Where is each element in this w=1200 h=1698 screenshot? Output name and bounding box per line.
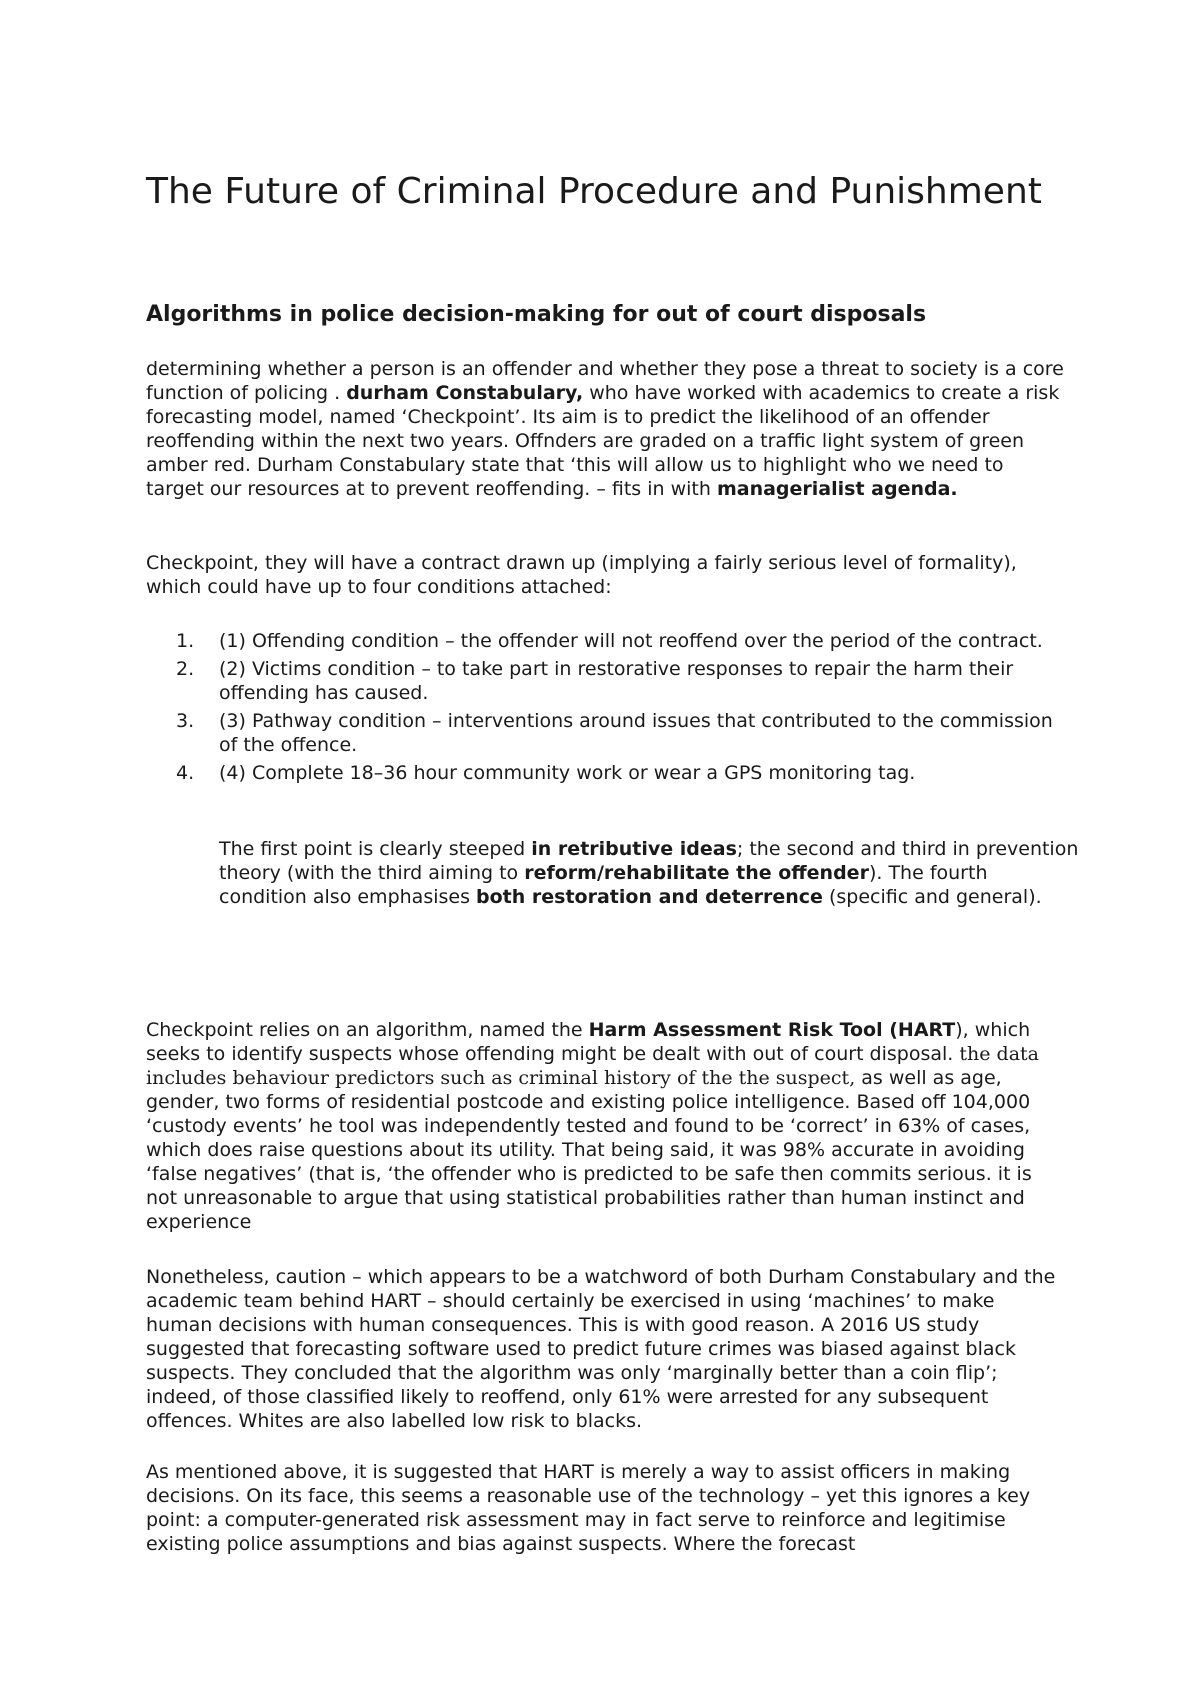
analysis-text-2: ; the second and third in prevention theory (with the third aiming to	[219, 838, 1079, 884]
list-item-text: (1) Offending condition – the offender will not reoffend over the period of the contract.	[219, 630, 1043, 652]
list-item	[146, 761, 1066, 785]
hart-text-1: Checkpoint relies on an algorithm, named the	[146, 1019, 589, 1041]
list-item-text: (4) Complete 18–36 hour community work or wear a GPS monitoring tag.	[219, 762, 916, 784]
paragraph-analysis	[219, 837, 1079, 909]
list-item	[146, 709, 1066, 757]
list-item-number: 4.	[176, 762, 195, 784]
paragraph-hart	[146, 1018, 1066, 1234]
list-item-number: 2.	[176, 658, 195, 680]
analysis-bold-restoration: both restoration and deterrence	[476, 886, 823, 908]
paragraph-intro-bold-managerialist: managerialist agenda.	[716, 478, 958, 500]
list-item-text: (2) Victims condition – to take part in restorative responses to repair the harm their offending has caused.	[219, 658, 1014, 704]
hart-text-2: ), which seeks to identify suspects whose offending might be dealt with out of court disposal.	[146, 1019, 1031, 1065]
list-item	[146, 629, 1066, 653]
analysis-text-1: The first point is clearly steeped	[219, 838, 532, 860]
list-item-number: 3.	[176, 710, 195, 732]
paragraph-intro-text-1: determining whether a person is an offender and whether they pose a threat to society is a core function of policing .	[146, 358, 1064, 404]
paragraph-intro	[146, 357, 1066, 501]
analysis-text-3: ). The fourth condition also emphasises	[219, 862, 988, 908]
paragraph-intro-bold-durham: durham Constabulary,	[346, 382, 584, 404]
list-item	[146, 657, 1066, 705]
hart-bold-name: Harm Assessment Risk Tool (HART	[588, 1019, 956, 1041]
paragraph-intro-text-2: who have worked with academics to create a risk forecasting model, named ‘Checkpoint’. Its aim is to predict the likelihood of an offender reoffending within the next two years. Offnders are graded on a traffic light system of green amber red. Durham Constabulary state that ‘this will allow us to highlight who we need to target our resources at to prevent reoffending. – fits in with	[146, 382, 1060, 500]
conditions-list	[146, 629, 1066, 789]
section-heading: Algorithms in police decision-making for out of court disposals	[146, 302, 927, 327]
paragraph-caution: Nonetheless, caution – which appears to be a watchword of both Durham Constabulary and the academic team behind HART – should certainly be exercised in using ‘machines’ to make human decisions with human consequences. This is with good reason. A 2016 US study suggested that forecasting software used to predict future crimes was biased against black suspects. They concluded that the algorithm was only ‘marginally better than a coin flip’; indeed, of those classified likely to reoffend, only 61% were arrested for any subsequent offences. Whites are also labelled low risk to blacks.	[146, 1266, 1056, 1432]
list-item-text: (3) Pathway condition – interventions around issues that contributed to the commission of the offence.	[219, 710, 1053, 756]
document-title: The Future of Criminal Procedure and Punishment	[146, 171, 1042, 212]
hart-text-3: as well as age, gender, two forms of residential postcode and existing police intelligence. Based off 104,000 ‘custody events’ he tool was independently tested and found to be ‘correct’ in 63% of cases, which does raise questions about its utility. That being said, it was 98% accurate in avoiding ‘false negatives’ (that is, ‘the offender who is predicted to be safe then commits serious. it is not unreasonable to argue that using statistical probabilities rather than human instinct and experience	[146, 1067, 1032, 1233]
analysis-text-4: (specific and general).	[822, 886, 1042, 908]
analysis-bold-retributive: in retributive ideas	[531, 838, 737, 860]
analysis-bold-reform: reform/rehabilitate the offender	[524, 862, 869, 884]
list-item-number: 1.	[176, 630, 195, 652]
paragraph-checkpoint-contract: Checkpoint, they will have a contract drawn up (implying a fairly serious level of formality), which could have up to four conditions attached:	[146, 552, 1017, 598]
paragraph-assist-officers: As mentioned above, it is suggested that HART is merely a way to assist officers in making decisions. On its face, this seems a reasonable use of the technology – yet this ignores a key point: a computer-generated risk assessment may in fact serve to reinforce and legitimise existing police assumptions and bias against suspects. Where the forecast	[146, 1461, 1031, 1555]
hart-serif-text: the data includes behaviour predictors such as criminal history of the the suspect,	[146, 1043, 1039, 1089]
